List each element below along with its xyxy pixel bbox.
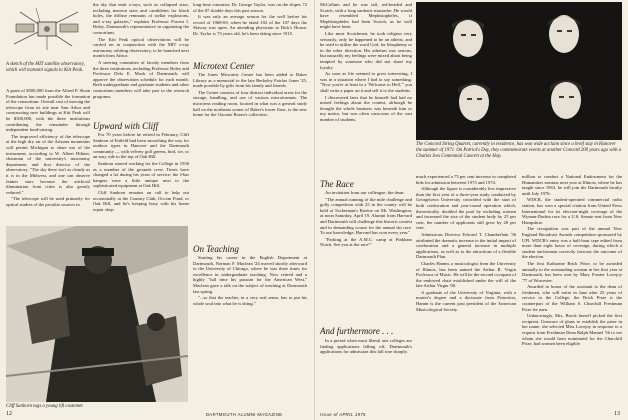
skier-photo-caption: Cliff Sanborn tugs a young lift customer. [6,404,84,409]
magazine-footer: DARTMOUTH ALUMNI MAGAZINE [206,412,283,417]
paragraph: WDCR, the student-operated commercial radio station, has won a special citation from United Press International for its election-night coverage of the Wyman-Durkin race for a U.S. Senate seat from New Hampshire. [522,197,622,225]
paragraph: Sanborn started working for the College in 1936 as a member of the grounds crew. Times have changed a lot during his years of service: the J-bar hangers were a little antique next to the sophisticated equipment at Oak Hill. [93,160,189,189]
microtext-body [193,72,307,236]
paragraph: Charles Hamm, a musicologist from the University of Illinois, has been named the Arthur R. Virgin Professor of Music. He will be the second occupant of the endowed chair established under the will of the late Arthur Virgin '00. [416,260,516,289]
satellite-icon [6,2,88,58]
paragraph: Cliff Sanborn remains on call to help out occasionally at the Country Club, Occom Pond, or Oak Hill, and he's keeping busy with his home repair shop. [93,189,189,212]
quartet-caption: The Concord String Quartet, currently in residence, has won wide acclaim since a brief stay in Hanover the summer of 1971. On Patriot's Day, they commemorate events at another Concord 200 years ago with a Charles Ives Centennial Concert at the Hop. [416,142,622,159]
race-heading: The Race [320,179,354,189]
paragraph: A grant of $500,000 from the Alfred P. Sloan Foundation has made possible the formation of the consortium. Overall cost of moving the telescope from its site near Ann Arbor and constructing new buildings at Kitt Peak will be $300,000, with the three institutions contributing the remainder through independent fund-raising. [6,88,90,133]
right-column-1 [320,2,412,174]
left-column-3 [193,2,307,54]
right-column-2 [416,174,516,406]
skier-photo-icon [6,226,188,402]
paragraph: The recognition was part of the annual New England Broadcast Awards competition sponsored by UPI. WDCR's entry was a half-hour tape edited from more than eight hours of coverage, during which a student anchorman correctly forecast the outcome of the election. [522,226,622,260]
right-page [314,0,628,420]
quartet-photo [416,2,622,140]
upward-heading: Upward with Cliff [93,121,159,131]
paragraph: In a period when most liberal arts colleges are finding applications falling off, Dartmouth's applications for admission this fall rose sharply. [320,338,412,355]
satellite-sketch [6,2,88,58]
paragraph: A steering committee of faculty members from the three institutions, including Professor Boley and Professor Delo E. Mook of Dartmouth, will approve the observation schedule for each month. Both undergraduate and graduate students and other consortium members will take part in the research programs. [93,59,189,99]
quartet-photo-icon [416,2,622,140]
right-column-3 [522,174,622,406]
paragraph: long-time customer, Dr. George Taylor, was on the slopes 72 of the 87 skiable days this past season. [193,2,307,13]
paragraph: It was only an average season for the well before his record of 1968-69, when he skied 102 of the 107 days the Skiway was open. An attending physician at Dick's House, Dr. Taylor is 73 years old, he's been skiing since 1915. [193,14,307,36]
paragraph: A graduate of the University of Virginia, with a master's degree and a doctorate from Princeton, Hamm is the current past president of the American Musicological Society. [416,289,516,312]
paragraph: "...so that the teacher, in a very real sense, has to put his whole soul into what he is doing." [193,295,307,306]
paragraph: The Jones Microtext Center has been added to Baker Library as a memorial to the late Berkeley Fairfax Jones '25, made possible by gifts from his family and friends. [193,72,307,89]
paragraph: Awarded in honor of the assistant to the dean of freshmen, who will retire in June after 25 years of service to the College, the Brick Prize is the counterpart of the William S. Churchill Freshman Prize for men. [522,284,622,312]
paragraph: The Center consists of four distinct individual areas for the storage, handling, and use of various microformats. The microtext reading room, located in what was a general study hall on the northeast corner of Baker's lower floor, is the new home for the Ooorate Room's collection. [193,89,307,118]
on-teaching-heading: On Teaching [193,244,239,254]
skier-photo [6,226,188,402]
paragraph: million to conduct a National Endowment for the Humanities seminar next year at Illinois, where he has taught since 1963, he will join the Dartmouth faculty until July 1976. [522,174,622,196]
paragraph: the sky that emit x-rays, such as collapsed stars, including neutron stars and candidates for black holes, the diffuse remnants of stellar explosions, and x-ray galaxies," explains Professor Forrest I. Boley, Dartmouth's representative in organizing the consortium. [93,2,189,35]
furthermore-body [320,338,412,402]
issue-footer: Issue of APRIL 1975 [320,412,366,417]
paragraph: "Parking at the A.M.C. camp at Pinkham Notch. See you at the race!" [320,236,412,248]
paragraph: The improved efficiency of the telescope at the high dry air of the Arizona mountains will permit Michigan to share use of the instrument, according to W. Albert Hiltner, chairman of the university's astronomy department and first director of the observatory. "The sky there isn't as cloudy as it is in the Midwest, and one can observe fainter stars because the artificial illumination from cities is also greatly reduced." [6,133,90,195]
paragraph: Unknowingly, Mrs. Brock herself picked the first recipient. Unaware of plans to establish the prize in her name, she selected Miss Lovejoy in response to a request from Freshman Dean Ralph Manuel '56 to see whom she would have nominated for the Churchill Prize, had women been eligible. [522,313,622,347]
paragraph: McCallum and he was tall, red-headed and Scotch, with a long sardonic mustache. He would have resembled Mephistopheles, if Mephistopheles had been Scotch, as he well might have been. [320,2,412,30]
paragraph: For 70 years before he retired in February, Cliff Sanborn of Enfield had been smoothing the way for outdoor types in Hanover and the Dartmouth community — with velvety golf greens, bird, ice, or an easy ride to the top of Oak Hill. [93,132,189,160]
left-column-1 [6,88,90,210]
paragraph: The first Katharine Brick Prize, to be awarded annually to the outstanding woman in her first year at Dartmouth, has been won by Mary Frasier Lovejoy '77 of Worcester. [522,260,622,283]
page-number: 12 [6,411,12,417]
paragraph: "The telescope will be used primarily for optical studies of the peculiar sources in [6,196,90,207]
paragraph: "The annual running of the mile challenge and golly competition with 25 in the county will be held at Tuckerman's Ravine on Mt. Washington, at noon Saturday, April 19. Alumni from Harvard and Dartmouth will challenge this historic contest and in demanding course for the annual ski race. To our knowledge, Harvard has won every year." [320,196,412,236]
paragraph: I discovered later that he himself had had no mixed feelings about the contest, although he thought the whole business was beneath him or my notice, but was often conscious of the vast number of students. [320,94,412,122]
on-teaching-body [193,255,307,405]
paragraph: Although the figure is considerably less impressive than the first year of a three-year study conducted by Georgetown University coincided with the start of both coeducation and year-round operation which, theoretically, doubled the pool by including women and increased the size of the student body by 25 per cent, the number of applicants still grew by 28 per cent. [416,186,516,231]
paragraph: much experienced a 75 per cent increase in completed bids for admission between 1973 and 1974. [416,174,516,185]
furthermore-heading: And furthermore . . . [320,326,394,336]
paragraph: As soon as life seemed to grow interesting, I was in a situation where I had to say something. "Now you're at least in a 'Welcome to Hell,'" you shall write a paper on it and sell it to the students. [320,71,412,93]
satellite-caption: A sketch of the MIT satellite observatory, which will transmit signals to Kitt Peak. [6,62,85,73]
paragraph: Like most Scotchmen, he took religion very seriously, only he happened to be an atheist, and he used to utilize the word God, for blasphemy or in the other direction. His atheism was serious, but naturally my feelings were mixed about being tempted by someone who did not share my loyalty. [320,30,412,70]
left-column-2 [93,2,189,114]
paragraph: The Kitt Peak optical observations will be carried on in conjunction with the MIT x-ray astronomy orbiting observatory, to be launched next month from Africa. [93,36,189,59]
paragraph: Starting his career in the English Department at Dartmouth, Norman F. Maclean '24 moved shortly afterward to the University of Chicago, where he was three times for excellence in undergraduate teaching. Now retired and a highly "full time his passion for the American West," Maclean gave a talk on the subject of teaching at Dartmouth last spring. [193,255,307,294]
paragraph: An invitation from our colleague, the dean: [325,190,405,195]
page-number: 13 [614,411,620,417]
paragraph: Admissions Director Edward T. Chamberlain '36 attributed the dramatic increase to the initial impact of coeducation and a general increase in multiple applications, as well as to the attractions of a flexible Dartmouth Plan. [416,231,516,260]
race-body [320,190,412,318]
upward-column-1 [93,132,189,222]
microtext-heading: Microtext Center [193,61,255,71]
